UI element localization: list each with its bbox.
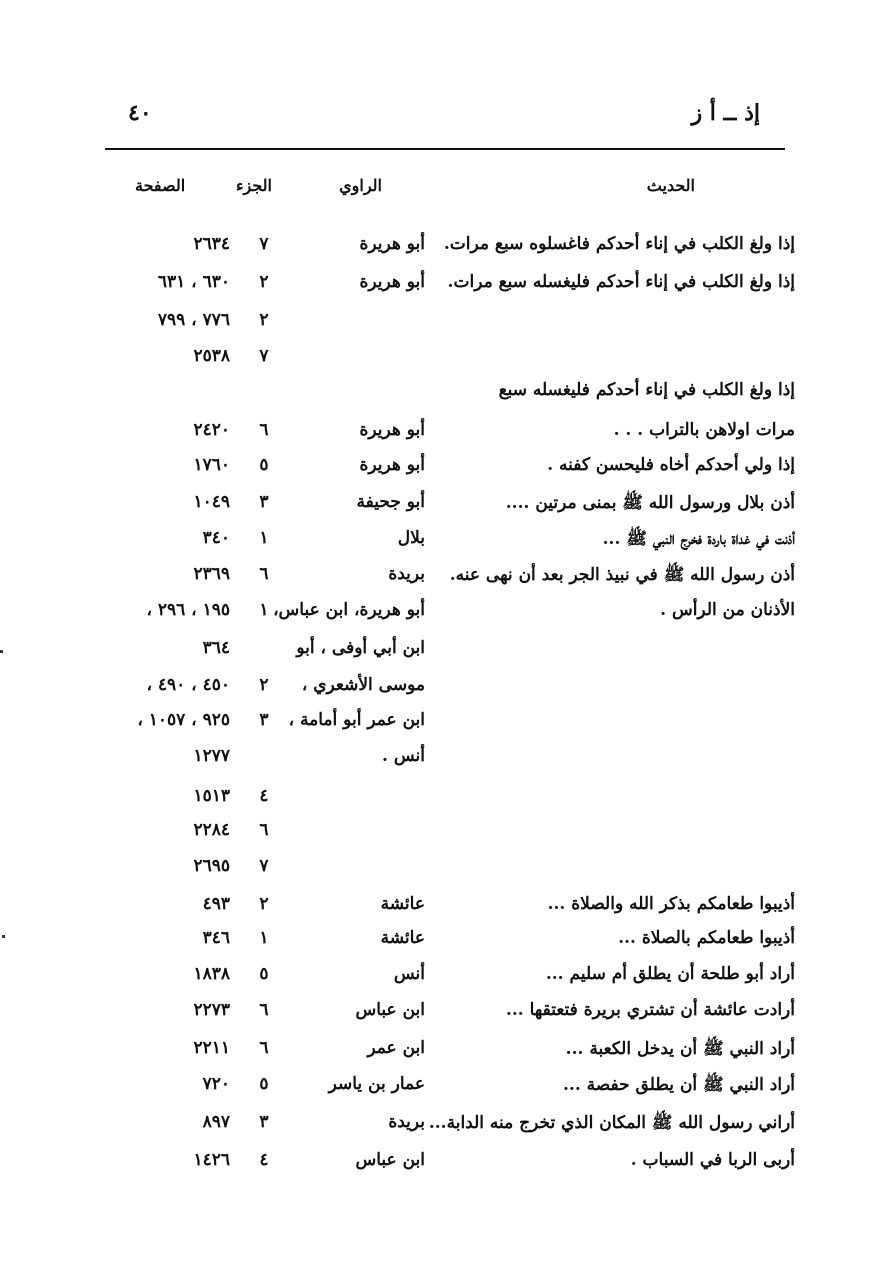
volume: ٣ — [259, 1112, 269, 1132]
volume: ٤ — [259, 1150, 269, 1170]
table-row — [0, 600, 890, 636]
table-row — [0, 272, 890, 308]
volume: ٦ — [259, 820, 269, 840]
page-number: ٤٠ — [128, 100, 152, 126]
narrator: بريدة — [388, 1112, 425, 1132]
volume: ٣ — [259, 492, 269, 512]
page-ref: ٦٣٠ ، ٦٣١ — [157, 272, 230, 292]
volume: ٧ — [259, 856, 269, 876]
table-row — [0, 638, 890, 674]
table-row — [0, 234, 890, 270]
volume: ٦ — [259, 1038, 269, 1058]
page-ref: ١٨٣٨ — [193, 964, 230, 984]
page-ref: ٢٥٣٨ — [193, 346, 230, 366]
table-row — [0, 420, 890, 456]
volume: ٥ — [259, 964, 269, 984]
volume: ١ — [259, 528, 269, 548]
page-ref: ٢٣٦٩ — [193, 564, 230, 584]
hadith-text: أراد أبو طلحة أن يطلق أم سليم ... — [545, 964, 795, 984]
column-header-page: الصفحة — [135, 176, 186, 195]
table-row — [0, 964, 890, 1000]
hadith-text: إذا ولغ الكلب في إناء أحدكم فاغسلوه سبع مرات. — [443, 234, 795, 254]
narrator: ابن عباس — [355, 1150, 425, 1170]
table-row — [0, 1038, 890, 1074]
page-ref: ٢٦٣٤ — [193, 234, 230, 254]
narrator: ابن عباس — [355, 1000, 425, 1020]
narrator: أبو هريرة — [359, 455, 425, 475]
page-ref: ٧٢٠ — [202, 1074, 230, 1094]
column-header-volume: الجزء — [236, 176, 272, 195]
hadith-text: أربى الربا في السباب . — [630, 1150, 795, 1170]
narrator: ابن عمر — [367, 1038, 425, 1058]
hadith-text: أذيبوا طعامكم بذكر الله والصلاة ... — [547, 894, 795, 914]
hadith-text: إذا ولغ الكلب في إناء أحدكم فليغسله سبع مرات. — [447, 272, 795, 292]
table-row — [0, 528, 890, 564]
page-ref: ١٤٢٦ — [193, 1150, 230, 1170]
volume: ٢ — [259, 310, 269, 330]
table-row — [0, 1074, 890, 1110]
volume: ٢ — [259, 675, 269, 695]
page-ref: ٣٦٤ — [202, 638, 230, 658]
table-row — [0, 1150, 890, 1186]
table-row — [0, 746, 890, 782]
table-row — [0, 346, 890, 382]
volume: ٢ — [259, 272, 269, 292]
volume: ٦ — [259, 564, 269, 584]
page-ref: ٩٢٥ ، ١٠٥٧ ، — [137, 710, 230, 730]
hadith-text: أذن بلال ورسول الله ﷺ بمنى مرتين .... — [505, 493, 795, 513]
table-row — [0, 380, 890, 416]
narrator: أبو جحيفة — [356, 492, 425, 512]
table-row — [0, 455, 890, 491]
hadith-text: أذيبوا طعامكم بالصلاة ... — [618, 928, 795, 948]
narrator: عائشة — [380, 894, 425, 914]
narrator: ابن أبي أوفى ، أبو — [296, 638, 425, 658]
page-ref: ٨٩٧ — [202, 1112, 230, 1132]
table-row — [0, 710, 890, 746]
column-header-hadith: الحديث — [646, 176, 695, 195]
narrator: عمار بن ياسر — [328, 1074, 425, 1094]
hadith-text: أراني رسول الله ﷺ المكان الذي تخرج منه الدابة... — [428, 1113, 795, 1133]
narrator: أبو هريرة — [359, 420, 425, 440]
volume: ٥ — [259, 455, 269, 475]
narrator: أنس — [393, 964, 425, 984]
page-ref: ١٧٦٠ — [193, 455, 230, 475]
narrator: موسى الأشعري ، — [301, 675, 425, 695]
narrator: بلال — [397, 528, 425, 548]
page-ref: ٤٩٣ — [202, 894, 230, 914]
volume: ٦ — [259, 1000, 269, 1020]
page-ref: ١٥١٣ — [193, 786, 230, 806]
narrator: عائشة — [380, 928, 425, 948]
section-heading: إذ ــ أ ز — [691, 100, 760, 126]
hadith-text: أرادت عائشة أن تشتري بريرة فتعتقها ... — [505, 1000, 795, 1020]
table-row — [0, 1000, 890, 1036]
page-ref: ٧٧٦ ، ٧٩٩ — [157, 310, 230, 330]
column-header-narrator: الراوي — [339, 176, 382, 195]
hadith-text: أذنت في غداة باردة فخرج النبي ﷺ ... — [602, 529, 795, 549]
hadith-text: إذا ولغ الكلب في إناء أحدكم فليغسله سبع — [498, 380, 795, 400]
hadith-text: الأذنان من الرأس . — [660, 600, 795, 620]
narrator: ابن عمر أبو أمامة ، — [288, 710, 425, 730]
hadith-text: أذن رسول الله ﷺ في نبيذ الجر بعد أن نهى عنه. — [449, 565, 795, 585]
table-row — [0, 786, 890, 822]
volume: ٢ — [259, 894, 269, 914]
hadith-text: أراد النبي ﷺ أن يدخل الكعبة ... — [565, 1039, 795, 1059]
narrator: أبو هريرة — [359, 272, 425, 292]
table-row — [0, 1112, 890, 1148]
volume: ٦ — [259, 420, 269, 440]
volume: ١ — [259, 928, 269, 948]
page-ref: ٣٤٦ — [202, 928, 230, 948]
page-ref: ٤٥٠ ، ٤٩٠ ، — [146, 675, 230, 695]
page-ref: ١٢٧٧ — [193, 746, 230, 766]
volume: ٧ — [259, 234, 269, 254]
narrator: أبو هريرة — [359, 234, 425, 254]
page-ref: ١٩٥ ، ٢٩٦ ، — [146, 600, 230, 620]
scan-speck — [0, 650, 3, 653]
page-ref: ١٠٤٩ — [193, 492, 230, 512]
hadith-text: مرات اولاهن بالتراب . . . — [613, 420, 795, 440]
hadith-text: أراد النبي ﷺ أن يطلق حفصة ... — [562, 1075, 795, 1095]
page-ref: ٣٤٠ — [202, 528, 230, 548]
page-ref: ٢٢٨٤ — [193, 820, 230, 840]
header-rule — [105, 148, 785, 150]
table-row — [0, 856, 890, 892]
volume: ٤ — [259, 786, 269, 806]
page-ref: ٢٤٢٠ — [193, 420, 230, 440]
table-row — [0, 310, 890, 346]
volume: ٣ — [259, 710, 269, 730]
table-row — [0, 492, 890, 528]
table-row — [0, 675, 890, 711]
table-row — [0, 564, 890, 600]
narrator: أنس . — [382, 746, 425, 766]
volume: ٥ — [259, 1074, 269, 1094]
page-ref: ٢٦٩٥ — [193, 856, 230, 876]
volume: ١ — [259, 600, 269, 620]
table-row — [0, 928, 890, 964]
volume: ٧ — [259, 346, 269, 366]
narrator: بريدة — [388, 564, 425, 584]
page-ref: ٢٢٧٣ — [193, 1000, 230, 1020]
page-ref: ٢٢١١ — [193, 1038, 230, 1058]
scan-speck — [2, 935, 5, 938]
table-row — [0, 820, 890, 856]
narrator: أبو هريرة، ابن عباس، — [273, 600, 425, 620]
table-row — [0, 894, 890, 930]
hadith-text: إذا ولي أحدكم أخاه فليحسن كفنه . — [547, 455, 795, 475]
